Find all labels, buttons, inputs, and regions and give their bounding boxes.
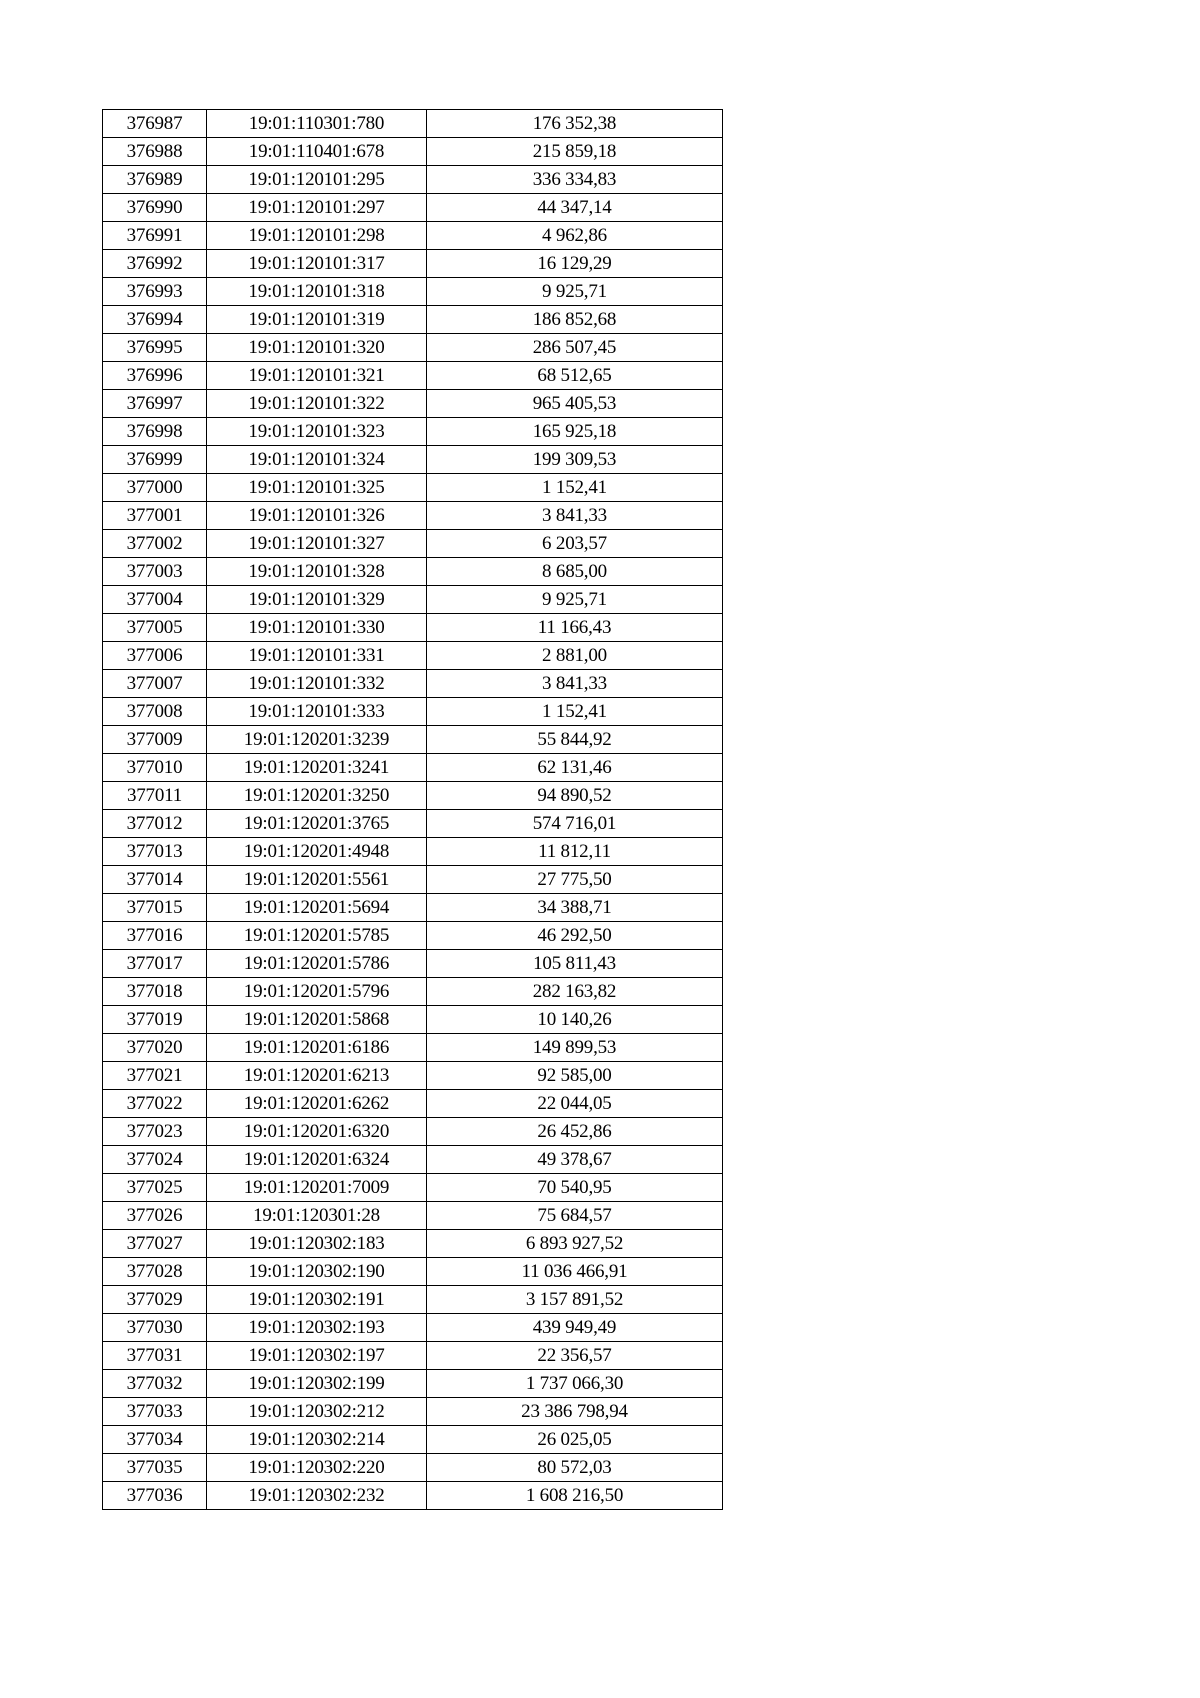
row-number-cell: 377028 <box>103 1258 207 1286</box>
table-row <box>103 670 723 698</box>
row-number-cell: 376993 <box>103 278 207 306</box>
table-row <box>103 1482 723 1510</box>
table-row <box>103 306 723 334</box>
cadastral-number-cell: 19:01:120101:318 <box>207 278 427 306</box>
table-row <box>103 1342 723 1370</box>
table-row <box>103 474 723 502</box>
cadastral-value-cell: 965 405,53 <box>427 390 723 418</box>
cadastral-number-cell: 19:01:120201:3241 <box>207 754 427 782</box>
cadastral-number-cell: 19:01:120101:295 <box>207 166 427 194</box>
cadastral-number-cell: 19:01:110401:678 <box>207 138 427 166</box>
cadastral-value-cell: 70 540,95 <box>427 1174 723 1202</box>
cadastral-number-cell: 19:01:120201:5561 <box>207 866 427 894</box>
cadastral-number-cell: 19:01:120302:214 <box>207 1426 427 1454</box>
table-row <box>103 1174 723 1202</box>
cadastral-value-cell: 23 386 798,94 <box>427 1398 723 1426</box>
table-row <box>103 390 723 418</box>
row-number-cell: 376996 <box>103 362 207 390</box>
table-row <box>103 446 723 474</box>
table-row <box>103 1062 723 1090</box>
table-row <box>103 1370 723 1398</box>
cadastral-value-cell: 8 685,00 <box>427 558 723 586</box>
cadastral-number-cell: 19:01:120101:329 <box>207 586 427 614</box>
row-number-cell: 377009 <box>103 726 207 754</box>
table-row <box>103 334 723 362</box>
table-row <box>103 1454 723 1482</box>
cadastral-value-cell: 3 841,33 <box>427 502 723 530</box>
cadastral-value-cell: 2 881,00 <box>427 642 723 670</box>
row-number-cell: 376988 <box>103 138 207 166</box>
row-number-cell: 377021 <box>103 1062 207 1090</box>
cadastral-value-cell: 22 356,57 <box>427 1342 723 1370</box>
table-row <box>103 166 723 194</box>
table-row <box>103 194 723 222</box>
cadastral-number-cell: 19:01:120201:5868 <box>207 1006 427 1034</box>
table-row <box>103 558 723 586</box>
row-number-cell: 377016 <box>103 922 207 950</box>
cadastral-value-cell: 22 044,05 <box>427 1090 723 1118</box>
table-row <box>103 950 723 978</box>
cadastral-number-cell: 19:01:120101:331 <box>207 642 427 670</box>
cadastral-value-cell: 282 163,82 <box>427 978 723 1006</box>
cadastral-value-cell: 9 925,71 <box>427 278 723 306</box>
cadastral-number-cell: 19:01:120201:6262 <box>207 1090 427 1118</box>
table-row <box>103 894 723 922</box>
row-number-cell: 377022 <box>103 1090 207 1118</box>
cadastral-number-cell: 19:01:120201:6320 <box>207 1118 427 1146</box>
cadastral-value-table <box>102 109 723 1510</box>
table-row <box>103 1118 723 1146</box>
table-row <box>103 222 723 250</box>
cadastral-value-cell: 439 949,49 <box>427 1314 723 1342</box>
row-number-cell: 377005 <box>103 614 207 642</box>
cadastral-value-cell: 34 388,71 <box>427 894 723 922</box>
table-body <box>103 110 723 1510</box>
cadastral-value-cell: 186 852,68 <box>427 306 723 334</box>
row-number-cell: 377018 <box>103 978 207 1006</box>
cadastral-value-cell: 215 859,18 <box>427 138 723 166</box>
cadastral-value-cell: 199 309,53 <box>427 446 723 474</box>
cadastral-value-cell: 10 140,26 <box>427 1006 723 1034</box>
cadastral-number-cell: 19:01:120201:6213 <box>207 1062 427 1090</box>
table-row <box>103 1230 723 1258</box>
table-row <box>103 250 723 278</box>
row-number-cell: 377020 <box>103 1034 207 1062</box>
cadastral-value-cell: 1 608 216,50 <box>427 1482 723 1510</box>
cadastral-number-cell: 19:01:120101:321 <box>207 362 427 390</box>
row-number-cell: 377010 <box>103 754 207 782</box>
cadastral-value-cell: 94 890,52 <box>427 782 723 810</box>
row-number-cell: 377011 <box>103 782 207 810</box>
cadastral-value-cell: 149 899,53 <box>427 1034 723 1062</box>
table-row <box>103 1006 723 1034</box>
row-number-cell: 377026 <box>103 1202 207 1230</box>
cadastral-value-cell: 3 841,33 <box>427 670 723 698</box>
cadastral-number-cell: 19:01:120201:3765 <box>207 810 427 838</box>
cadastral-value-cell: 55 844,92 <box>427 726 723 754</box>
table-row <box>103 1090 723 1118</box>
cadastral-value-cell: 574 716,01 <box>427 810 723 838</box>
table-row <box>103 1034 723 1062</box>
cadastral-number-cell: 19:01:120101:330 <box>207 614 427 642</box>
cadastral-value-cell: 4 962,86 <box>427 222 723 250</box>
cadastral-value-cell: 105 811,43 <box>427 950 723 978</box>
row-number-cell: 377033 <box>103 1398 207 1426</box>
row-number-cell: 377004 <box>103 586 207 614</box>
cadastral-number-cell: 19:01:120302:193 <box>207 1314 427 1342</box>
cadastral-value-cell: 11 812,11 <box>427 838 723 866</box>
table-row <box>103 614 723 642</box>
cadastral-number-cell: 19:01:120201:4948 <box>207 838 427 866</box>
cadastral-value-cell: 3 157 891,52 <box>427 1286 723 1314</box>
cadastral-value-cell: 80 572,03 <box>427 1454 723 1482</box>
row-number-cell: 376992 <box>103 250 207 278</box>
table-row <box>103 418 723 446</box>
cadastral-value-cell: 11 036 466,91 <box>427 1258 723 1286</box>
cadastral-value-cell: 6 203,57 <box>427 530 723 558</box>
cadastral-number-cell: 19:01:120101:327 <box>207 530 427 558</box>
row-number-cell: 377007 <box>103 670 207 698</box>
cadastral-number-cell: 19:01:120101:319 <box>207 306 427 334</box>
cadastral-value-cell: 92 585,00 <box>427 1062 723 1090</box>
table-row <box>103 1398 723 1426</box>
row-number-cell: 377029 <box>103 1286 207 1314</box>
table-row <box>103 1202 723 1230</box>
cadastral-number-cell: 19:01:120101:322 <box>207 390 427 418</box>
cadastral-value-cell: 286 507,45 <box>427 334 723 362</box>
cadastral-number-cell: 19:01:120201:3239 <box>207 726 427 754</box>
cadastral-value-cell: 26 025,05 <box>427 1426 723 1454</box>
table-row <box>103 782 723 810</box>
cadastral-number-cell: 19:01:120101:333 <box>207 698 427 726</box>
table-row <box>103 586 723 614</box>
cadastral-number-cell: 19:01:120201:5694 <box>207 894 427 922</box>
cadastral-number-cell: 19:01:120101:325 <box>207 474 427 502</box>
cadastral-number-cell: 19:01:120302:199 <box>207 1370 427 1398</box>
row-number-cell: 377017 <box>103 950 207 978</box>
table-row <box>103 138 723 166</box>
cadastral-number-cell: 19:01:120201:5785 <box>207 922 427 950</box>
table-row <box>103 278 723 306</box>
cadastral-number-cell: 19:01:120201:5786 <box>207 950 427 978</box>
table-row <box>103 698 723 726</box>
cadastral-number-cell: 19:01:120101:332 <box>207 670 427 698</box>
cadastral-number-cell: 19:01:120101:297 <box>207 194 427 222</box>
cadastral-value-cell: 9 925,71 <box>427 586 723 614</box>
row-number-cell: 377036 <box>103 1482 207 1510</box>
row-number-cell: 377013 <box>103 838 207 866</box>
table-row <box>103 1258 723 1286</box>
cadastral-number-cell: 19:01:120301:28 <box>207 1202 427 1230</box>
cadastral-number-cell: 19:01:120101:317 <box>207 250 427 278</box>
cadastral-number-cell: 19:01:120101:328 <box>207 558 427 586</box>
row-number-cell: 376998 <box>103 418 207 446</box>
cadastral-value-cell: 165 925,18 <box>427 418 723 446</box>
row-number-cell: 377006 <box>103 642 207 670</box>
row-number-cell: 377003 <box>103 558 207 586</box>
table-row <box>103 922 723 950</box>
table-row <box>103 1146 723 1174</box>
cadastral-value-cell: 1 152,41 <box>427 698 723 726</box>
cadastral-number-cell: 19:01:120101:324 <box>207 446 427 474</box>
row-number-cell: 376991 <box>103 222 207 250</box>
table-row <box>103 110 723 138</box>
table-row <box>103 642 723 670</box>
cadastral-number-cell: 19:01:120302:197 <box>207 1342 427 1370</box>
cadastral-value-cell: 6 893 927,52 <box>427 1230 723 1258</box>
cadastral-number-cell: 19:01:120302:220 <box>207 1454 427 1482</box>
row-number-cell: 377001 <box>103 502 207 530</box>
cadastral-value-cell: 16 129,29 <box>427 250 723 278</box>
cadastral-value-cell: 176 352,38 <box>427 110 723 138</box>
row-number-cell: 376999 <box>103 446 207 474</box>
cadastral-number-cell: 19:01:120101:326 <box>207 502 427 530</box>
cadastral-number-cell: 19:01:120201:6186 <box>207 1034 427 1062</box>
table-row <box>103 866 723 894</box>
cadastral-number-cell: 19:01:120201:3250 <box>207 782 427 810</box>
cadastral-value-cell: 62 131,46 <box>427 754 723 782</box>
row-number-cell: 377035 <box>103 1454 207 1482</box>
cadastral-value-cell: 336 334,83 <box>427 166 723 194</box>
cadastral-number-cell: 19:01:120201:6324 <box>207 1146 427 1174</box>
row-number-cell: 377002 <box>103 530 207 558</box>
cadastral-value-cell: 49 378,67 <box>427 1146 723 1174</box>
cadastral-number-cell: 19:01:120101:298 <box>207 222 427 250</box>
table-row <box>103 362 723 390</box>
cadastral-value-cell: 27 775,50 <box>427 866 723 894</box>
row-number-cell: 377023 <box>103 1118 207 1146</box>
cadastral-number-cell: 19:01:120101:320 <box>207 334 427 362</box>
row-number-cell: 377015 <box>103 894 207 922</box>
row-number-cell: 376987 <box>103 110 207 138</box>
table-row <box>103 754 723 782</box>
row-number-cell: 377034 <box>103 1426 207 1454</box>
row-number-cell: 377030 <box>103 1314 207 1342</box>
cadastral-number-cell: 19:01:120302:232 <box>207 1482 427 1510</box>
cadastral-number-cell: 19:01:120302:212 <box>207 1398 427 1426</box>
row-number-cell: 376997 <box>103 390 207 418</box>
row-number-cell: 376995 <box>103 334 207 362</box>
row-number-cell: 377032 <box>103 1370 207 1398</box>
cadastral-value-cell: 75 684,57 <box>427 1202 723 1230</box>
cadastral-number-cell: 19:01:110301:780 <box>207 110 427 138</box>
cadastral-value-cell: 68 512,65 <box>427 362 723 390</box>
row-number-cell: 377025 <box>103 1174 207 1202</box>
row-number-cell: 376989 <box>103 166 207 194</box>
table-row <box>103 978 723 1006</box>
row-number-cell: 377008 <box>103 698 207 726</box>
cadastral-value-cell: 26 452,86 <box>427 1118 723 1146</box>
table-row <box>103 502 723 530</box>
row-number-cell: 377012 <box>103 810 207 838</box>
cadastral-number-cell: 19:01:120302:191 <box>207 1286 427 1314</box>
cadastral-number-cell: 19:01:120201:5796 <box>207 978 427 1006</box>
cadastral-value-cell: 1 152,41 <box>427 474 723 502</box>
cadastral-value-cell: 46 292,50 <box>427 922 723 950</box>
table-row <box>103 726 723 754</box>
table-row <box>103 530 723 558</box>
cadastral-value-cell: 1 737 066,30 <box>427 1370 723 1398</box>
table-row <box>103 1314 723 1342</box>
cadastral-number-cell: 19:01:120101:323 <box>207 418 427 446</box>
cadastral-value-cell: 44 347,14 <box>427 194 723 222</box>
row-number-cell: 376994 <box>103 306 207 334</box>
row-number-cell: 377024 <box>103 1146 207 1174</box>
cadastral-number-cell: 19:01:120302:190 <box>207 1258 427 1286</box>
cadastral-value-cell: 11 166,43 <box>427 614 723 642</box>
table-row <box>103 1286 723 1314</box>
table-row <box>103 838 723 866</box>
row-number-cell: 376990 <box>103 194 207 222</box>
row-number-cell: 377019 <box>103 1006 207 1034</box>
row-number-cell: 377031 <box>103 1342 207 1370</box>
cadastral-number-cell: 19:01:120302:183 <box>207 1230 427 1258</box>
table-row <box>103 1426 723 1454</box>
row-number-cell: 377000 <box>103 474 207 502</box>
row-number-cell: 377014 <box>103 866 207 894</box>
cadastral-number-cell: 19:01:120201:7009 <box>207 1174 427 1202</box>
table-row <box>103 810 723 838</box>
row-number-cell: 377027 <box>103 1230 207 1258</box>
